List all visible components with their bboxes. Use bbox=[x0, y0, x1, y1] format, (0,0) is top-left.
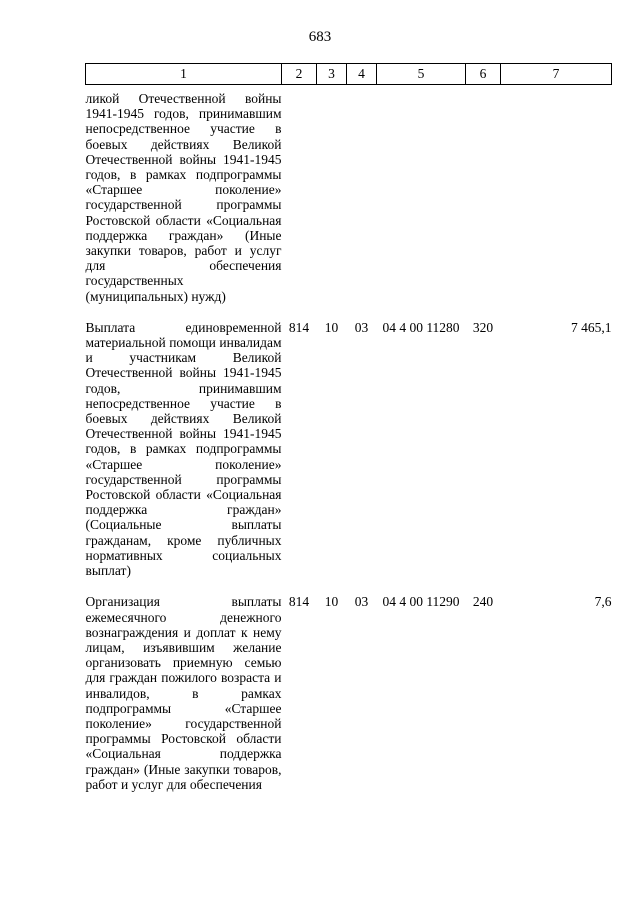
row-section-code bbox=[317, 85, 347, 320]
row-subsection-code bbox=[347, 85, 377, 320]
table-row bbox=[86, 85, 612, 320]
row-amount: 7 465,1 bbox=[571, 319, 612, 335]
row-amount bbox=[501, 85, 612, 320]
row-section-code: 10 bbox=[324, 319, 339, 335]
row-target-code: 04 4 00 11280 bbox=[382, 319, 460, 335]
header-col-7: 7 bbox=[501, 64, 612, 85]
header-col-1: 1 bbox=[86, 64, 282, 85]
row-subsection-code: 03 bbox=[354, 319, 369, 335]
header-col-3: 3 bbox=[317, 64, 347, 85]
row-ministry-code: 814 bbox=[288, 594, 310, 610]
header-col-2: 2 bbox=[282, 64, 317, 85]
page-number: 683 bbox=[308, 29, 332, 45]
table-header bbox=[86, 64, 612, 85]
row-target-code: 04 4 00 11290 bbox=[382, 594, 460, 610]
row-ministry-code bbox=[282, 85, 317, 320]
table-row bbox=[86, 320, 612, 594]
row-expense-type-code bbox=[466, 85, 501, 320]
row-subsection-code: 03 bbox=[354, 594, 369, 610]
table-body bbox=[86, 85, 612, 808]
header-col-5: 5 bbox=[377, 64, 466, 85]
header-col-6: 6 bbox=[466, 64, 501, 85]
table-row bbox=[86, 594, 612, 808]
row-amount: 7,6 bbox=[594, 594, 612, 610]
row-description: ликой Отечественной войны 1941-1945 годов, принимавшим непосредственное участие в боевых действиях Великой Отечественной войны 1941-1945 годов, в рамках подпрограммы «Старшее поколение» государственной программы Ростовской области «Социальная поддержка граждан» (Иные закупки товаров, работ и услуг для обеспечения государственных (муниципальных) нужд) bbox=[85, 91, 282, 304]
row-description: Организация выплаты ежемесячного денежного вознаграждения и доплат к нему лицам, изъявившим желание организовать приемную семью для граждан пожилого возраста и инвалидов, в рамках подпрограммы «Старшее поколение» государственной программы Ростовской области «Социальная поддержка граждан» (Иные закупки товаров, работ и услуг для обеспечения bbox=[85, 594, 282, 792]
row-target-code bbox=[377, 85, 466, 320]
header-col-4: 4 bbox=[347, 64, 377, 85]
row-description: Выплата единовременной материальной помощи инвалидам и участникам Великой Отечественной войны 1941-1945 годов, принимавшим непосредственное участие в боевых действиях Великой Отечественной войны 1941-1945 годов, в рамках подпрограммы «Старшее поколение» государственной программы Ростовской области «Социальная поддержка граждан» (Социальные выплаты гражданам, кроме публичных нормативных социальных выплат) bbox=[85, 319, 282, 579]
budget-table bbox=[85, 63, 612, 808]
row-ministry-code: 814 bbox=[288, 319, 310, 335]
row-section-code: 10 bbox=[324, 594, 339, 610]
row-expense-type-code: 320 bbox=[472, 319, 494, 335]
row-expense-type-code: 240 bbox=[472, 594, 494, 610]
header-row bbox=[86, 64, 612, 85]
